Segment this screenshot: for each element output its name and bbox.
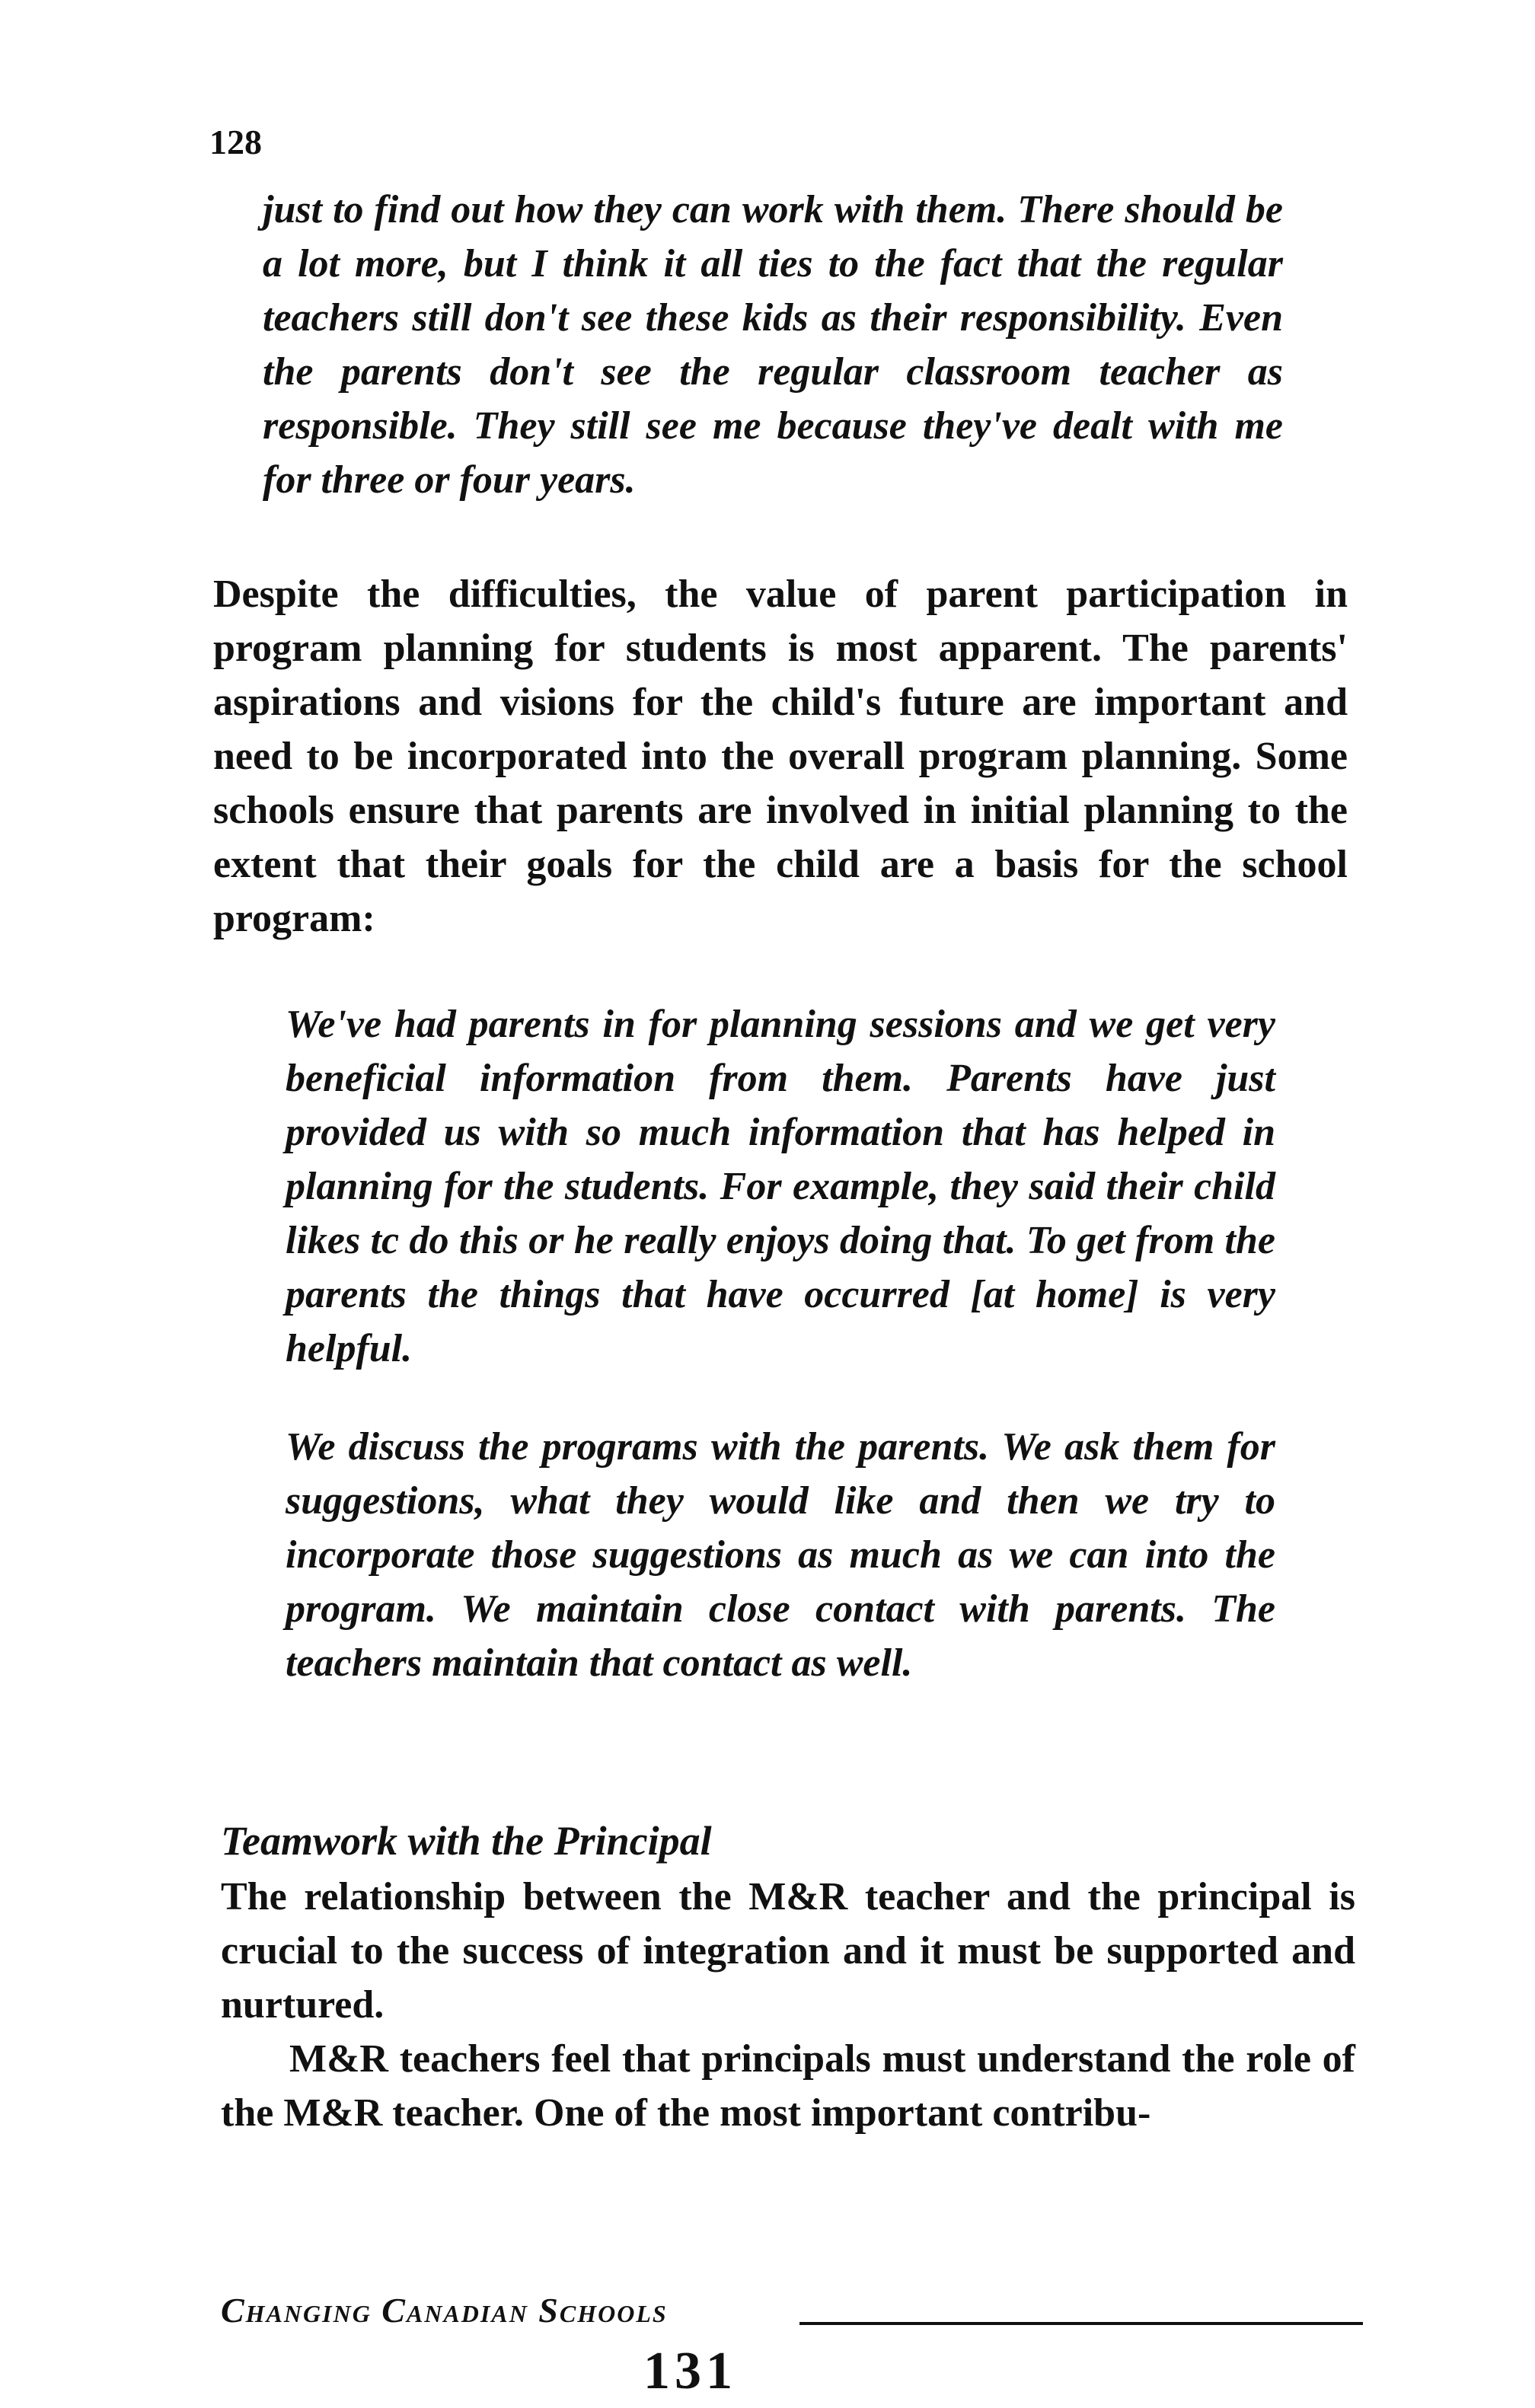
block-quote-2: We've had parents in for planning sessions and we get very beneficial information from them. Parents have just provided us with so much information that has helped in planning for the students. For example, they said their child likes tc do this or he really enjoys doing that. To get from the parents the things that have occurred [at home] is very helpful. (286, 1003, 1275, 1370)
block-quote-1: just to find out how they can work with them. There should be a lot more, but I think it all ties to the fact that the regular teachers still don't see these kids as their responsibility. Even the parents don't see the regular classroom teacher as responsible. They still see me because they've dealt with me for three or four years. (263, 188, 1283, 502)
running-footer (221, 2290, 1363, 2343)
folio-number: 131 (643, 2342, 737, 2400)
footer-rule (799, 2322, 1363, 2325)
body-paragraph-1: Despite the difficulties, the value of parent participation in program planning for students is most apparent. The parents' aspirations and visions for the child's future are important and need to be incorporated into the overall program planning. Some schools ensure that parents are involved in initial planning to the extent that their goals for the child are a basis for the school program: (213, 572, 1348, 940)
section-body (221, 1870, 1355, 2140)
block-quote-3: We discuss the programs with the parents. We ask them for suggestions, what they would like and then we try to incorporate those suggestions as much as we can into the program. We maintain close contact with parents. The teachers maintain that contact as well. (286, 1425, 1275, 1685)
section-heading: Teamwork with the Principal (221, 1818, 712, 1864)
footer-title: Changing Canadian Schools (221, 2291, 668, 2330)
section-paragraph-2: M&R teachers feel that principals must understand the role of the M&R teacher. One of the most important contribu- (221, 2037, 1355, 2135)
page-number: 128 (209, 123, 262, 161)
section-paragraph-1: The relationship between the M&R teacher and the principal is crucial to the success of integration and it must be supported and nurtured. (221, 1875, 1355, 2027)
